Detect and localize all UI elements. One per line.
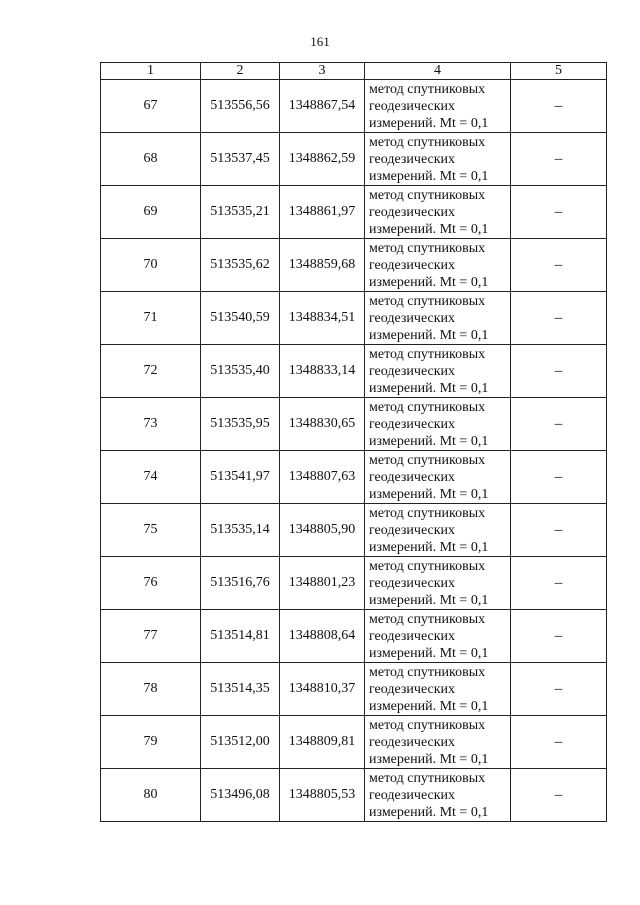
method-line: метод спутниковых <box>369 399 486 415</box>
method-line: измерений. Mt = 0,1 <box>369 115 489 131</box>
method-line: метод спутниковых <box>369 81 486 97</box>
page-number: 161 <box>310 34 330 49</box>
method-line: метод спутниковых <box>369 664 486 680</box>
method-line: метод спутниковых <box>369 717 486 733</box>
y-coordinate-cell: 1348807,63 <box>280 451 365 504</box>
method-line: геодезических <box>369 204 456 220</box>
note-cell: – <box>511 504 607 557</box>
point-number-cell: 72 <box>101 345 201 398</box>
x-coordinate-cell: 513535,14 <box>201 504 280 557</box>
method-cell <box>365 398 511 451</box>
note-cell: – <box>511 663 607 716</box>
table-row <box>101 504 607 557</box>
method-line: измерений. Mt = 0,1 <box>369 221 489 237</box>
method-cell <box>365 451 511 504</box>
note-cell: – <box>511 557 607 610</box>
method-line: измерений. Mt = 0,1 <box>369 698 489 714</box>
column-header-3: 3 <box>280 63 365 80</box>
method-line: измерений. Mt = 0,1 <box>369 486 489 502</box>
point-number-cell: 75 <box>101 504 201 557</box>
coordinates-table <box>100 62 607 822</box>
table-row <box>101 133 607 186</box>
point-number-cell: 71 <box>101 292 201 345</box>
point-number-cell: 69 <box>101 186 201 239</box>
note-cell: – <box>511 345 607 398</box>
y-coordinate-cell: 1348809,81 <box>280 716 365 769</box>
note-cell: – <box>511 610 607 663</box>
method-line: измерений. Mt = 0,1 <box>369 380 489 396</box>
y-coordinate-cell: 1348808,64 <box>280 610 365 663</box>
method-line: геодезических <box>369 257 456 273</box>
method-line: геодезических <box>369 363 456 379</box>
method-line: метод спутниковых <box>369 505 486 521</box>
x-coordinate-cell: 513535,62 <box>201 239 280 292</box>
table-row <box>101 239 607 292</box>
method-cell <box>365 345 511 398</box>
method-cell <box>365 610 511 663</box>
table-row <box>101 663 607 716</box>
method-line: геодезических <box>369 575 456 591</box>
point-number-cell: 70 <box>101 239 201 292</box>
table-row <box>101 186 607 239</box>
method-cell <box>365 186 511 239</box>
method-line: геодезических <box>369 151 456 167</box>
note-cell: – <box>511 133 607 186</box>
point-number-cell: 68 <box>101 133 201 186</box>
method-cell <box>365 769 511 822</box>
x-coordinate-cell: 513514,81 <box>201 610 280 663</box>
y-coordinate-cell: 1348805,53 <box>280 769 365 822</box>
method-line: измерений. Mt = 0,1 <box>369 751 489 767</box>
table-row <box>101 398 607 451</box>
method-line: геодезических <box>369 98 456 114</box>
method-line: метод спутниковых <box>369 452 486 468</box>
method-line: измерений. Mt = 0,1 <box>369 433 489 449</box>
method-line: геодезических <box>369 310 456 326</box>
method-line: измерений. Mt = 0,1 <box>369 539 489 555</box>
y-coordinate-cell: 1348801,23 <box>280 557 365 610</box>
method-line: измерений. Mt = 0,1 <box>369 592 489 608</box>
point-number-cell: 78 <box>101 663 201 716</box>
method-line: геодезических <box>369 522 456 538</box>
method-line: метод спутниковых <box>369 293 486 309</box>
method-cell <box>365 239 511 292</box>
table-row <box>101 292 607 345</box>
method-cell <box>365 716 511 769</box>
table-row <box>101 769 607 822</box>
column-header-4: 4 <box>365 63 511 80</box>
point-number-cell: 74 <box>101 451 201 504</box>
table-row <box>101 610 607 663</box>
y-coordinate-cell: 1348833,14 <box>280 345 365 398</box>
method-line: метод спутниковых <box>369 770 486 786</box>
column-header-5: 5 <box>511 63 607 80</box>
table-row <box>101 345 607 398</box>
method-cell <box>365 557 511 610</box>
y-coordinate-cell: 1348805,90 <box>280 504 365 557</box>
x-coordinate-cell: 513535,95 <box>201 398 280 451</box>
x-coordinate-cell: 513496,08 <box>201 769 280 822</box>
method-cell <box>365 80 511 133</box>
method-line: измерений. Mt = 0,1 <box>369 804 489 820</box>
column-header-2: 2 <box>201 63 280 80</box>
note-cell: – <box>511 451 607 504</box>
point-number-cell: 76 <box>101 557 201 610</box>
point-number-cell: 73 <box>101 398 201 451</box>
x-coordinate-cell: 513537,45 <box>201 133 280 186</box>
y-coordinate-cell: 1348830,65 <box>280 398 365 451</box>
table-row <box>101 557 607 610</box>
table-header-row <box>101 63 607 80</box>
y-coordinate-cell: 1348861,97 <box>280 186 365 239</box>
method-line: метод спутниковых <box>369 134 486 150</box>
method-cell <box>365 292 511 345</box>
y-coordinate-cell: 1348834,51 <box>280 292 365 345</box>
table-body <box>101 80 607 822</box>
note-cell: – <box>511 398 607 451</box>
x-coordinate-cell: 513516,76 <box>201 557 280 610</box>
method-line: метод спутниковых <box>369 187 486 203</box>
method-line: метод спутниковых <box>369 558 486 574</box>
y-coordinate-cell: 1348810,37 <box>280 663 365 716</box>
method-line: геодезических <box>369 734 456 750</box>
method-line: измерений. Mt = 0,1 <box>369 645 489 661</box>
x-coordinate-cell: 513541,97 <box>201 451 280 504</box>
method-cell <box>365 133 511 186</box>
method-line: метод спутниковых <box>369 240 486 256</box>
point-number-cell: 67 <box>101 80 201 133</box>
x-coordinate-cell: 513514,35 <box>201 663 280 716</box>
y-coordinate-cell: 1348859,68 <box>280 239 365 292</box>
note-cell: – <box>511 80 607 133</box>
method-cell <box>365 663 511 716</box>
note-cell: – <box>511 292 607 345</box>
method-line: геодезических <box>369 469 456 485</box>
point-number-cell: 79 <box>101 716 201 769</box>
table-row <box>101 80 607 133</box>
y-coordinate-cell: 1348867,54 <box>280 80 365 133</box>
method-line: метод спутниковых <box>369 611 486 627</box>
point-number-cell: 80 <box>101 769 201 822</box>
x-coordinate-cell: 513535,40 <box>201 345 280 398</box>
table-row <box>101 451 607 504</box>
method-line: геодезических <box>369 787 456 803</box>
method-line: метод спутниковых <box>369 346 486 362</box>
note-cell: – <box>511 716 607 769</box>
method-line: геодезических <box>369 628 456 644</box>
note-cell: – <box>511 769 607 822</box>
y-coordinate-cell: 1348862,59 <box>280 133 365 186</box>
table-row <box>101 716 607 769</box>
method-cell <box>365 504 511 557</box>
method-line: измерений. Mt = 0,1 <box>369 327 489 343</box>
x-coordinate-cell: 513540,59 <box>201 292 280 345</box>
method-line: геодезических <box>369 681 456 697</box>
method-line: измерений. Mt = 0,1 <box>369 274 489 290</box>
point-number-cell: 77 <box>101 610 201 663</box>
note-cell: – <box>511 239 607 292</box>
column-header-1: 1 <box>101 63 201 80</box>
method-line: геодезических <box>369 416 456 432</box>
x-coordinate-cell: 513535,21 <box>201 186 280 239</box>
x-coordinate-cell: 513556,56 <box>201 80 280 133</box>
x-coordinate-cell: 513512,00 <box>201 716 280 769</box>
method-line: измерений. Mt = 0,1 <box>369 168 489 184</box>
note-cell: – <box>511 186 607 239</box>
